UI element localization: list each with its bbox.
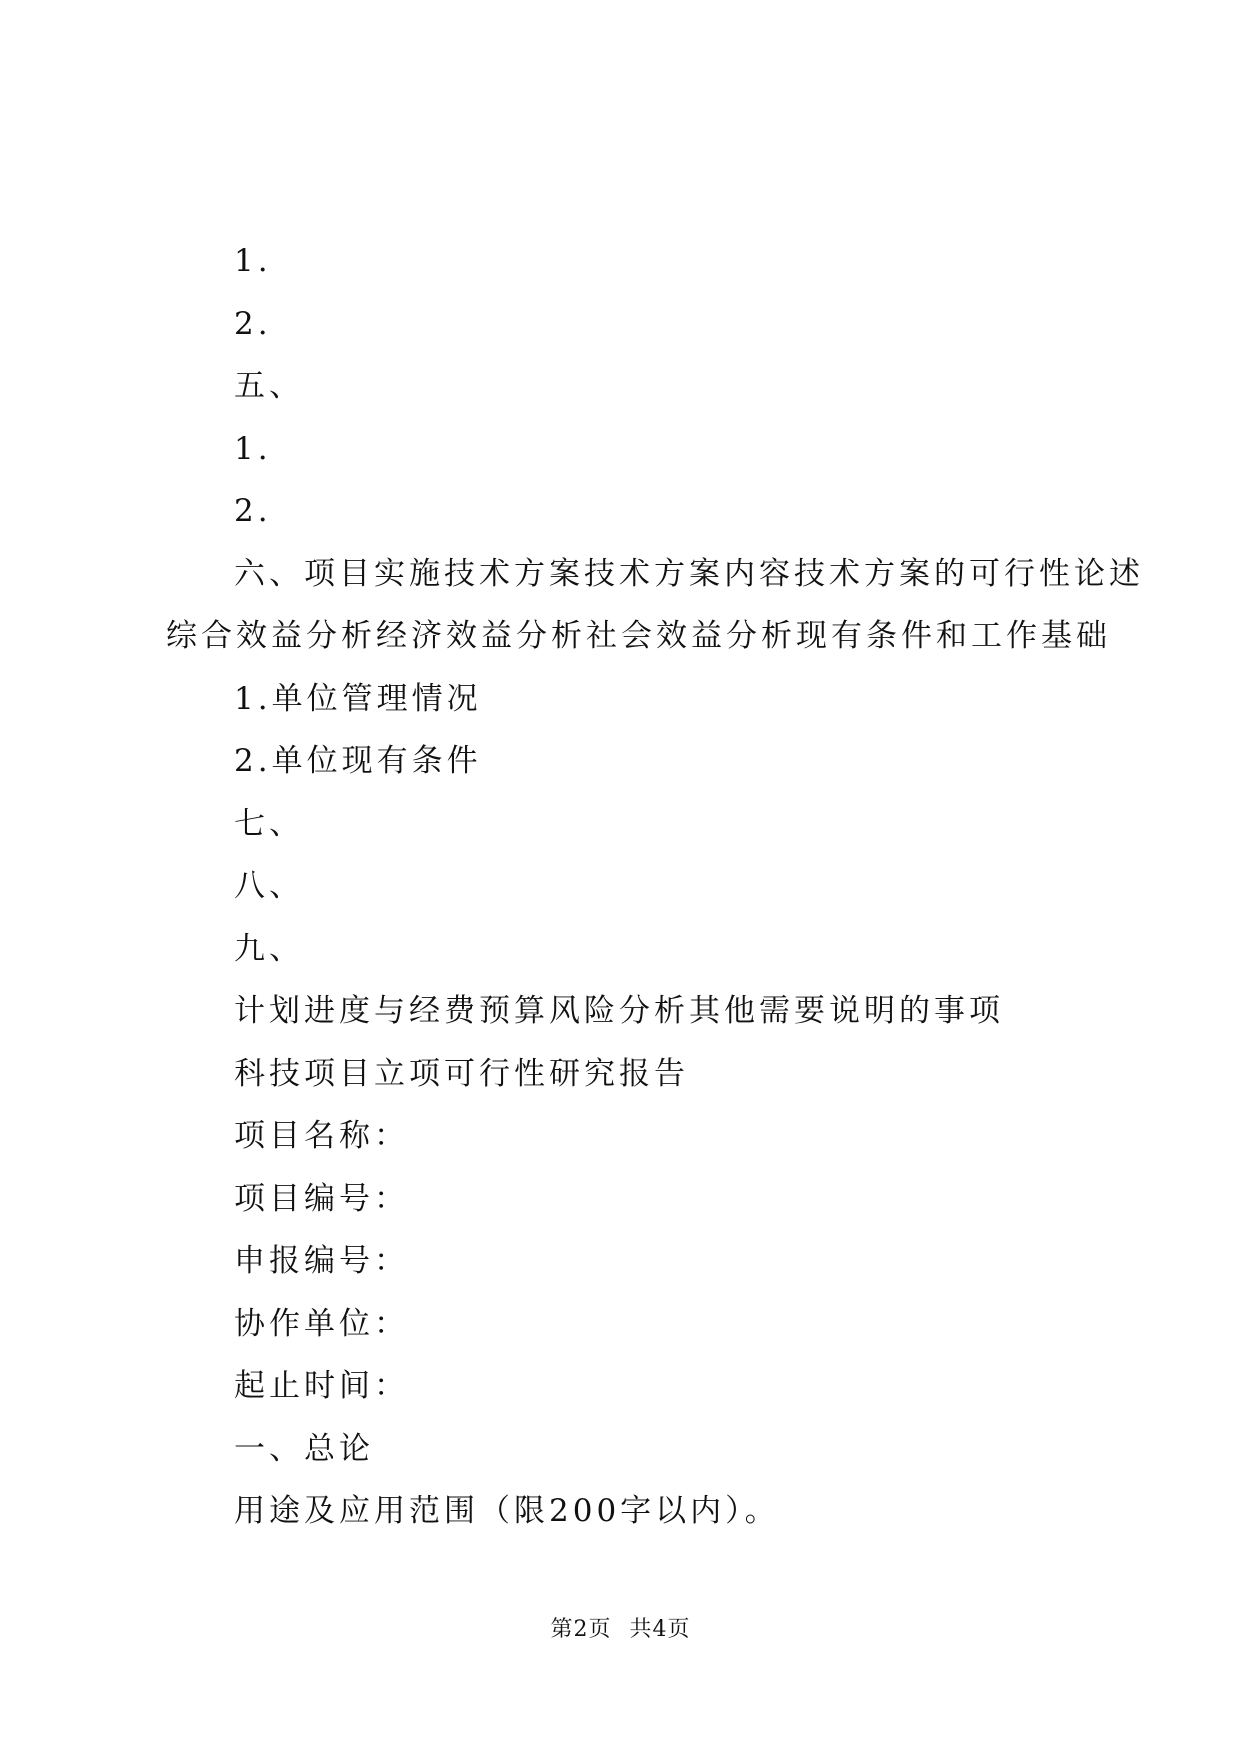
report-title: 科技项目立项可行性研究报告 — [234, 1055, 689, 1092]
list-item-conditions: 2.单位现有条件 — [234, 743, 482, 779]
list-item-number: 1. — [234, 430, 272, 467]
page-total: 共4页 — [629, 1617, 691, 1642]
field-project-number: 项目编号： — [234, 1180, 409, 1217]
section-heading-one: 一、总论 — [234, 1430, 374, 1467]
field-project-name: 项目名称： — [234, 1118, 409, 1154]
section-heading-five: 五、 — [234, 368, 304, 404]
list-item-number: 2. — [234, 493, 272, 529]
field-application-number: 申报编号： — [234, 1243, 409, 1279]
page-number: 第2页 — [550, 1617, 612, 1642]
document-body — [166, 230, 1144, 1543]
page-footer — [0, 1612, 1241, 1643]
field-time-period: 起止时间： — [234, 1368, 409, 1404]
list-item-number: 2. — [234, 305, 272, 342]
paragraph-text: 计划进度与经费预算风险分析其他需要说明的事项 — [234, 993, 1004, 1029]
section-heading-seven: 七、 — [234, 805, 304, 842]
list-item-number: 1. — [234, 243, 272, 279]
paragraph-continuation: 综合效益分析经济效益分析社会效益分析现有条件和工作基础 — [166, 618, 1111, 654]
list-item-management: 1.单位管理情况 — [234, 680, 482, 717]
field-partner-unit: 协作单位： — [234, 1305, 409, 1342]
paragraph-text: 用途及应用范围（限200字以内）。 — [234, 1493, 780, 1529]
section-heading-eight: 八、 — [234, 868, 304, 904]
section-heading-six: 六、项目实施技术方案技术方案内容技术方案的可行性论述 — [234, 555, 1144, 592]
section-heading-nine: 九、 — [234, 930, 304, 967]
